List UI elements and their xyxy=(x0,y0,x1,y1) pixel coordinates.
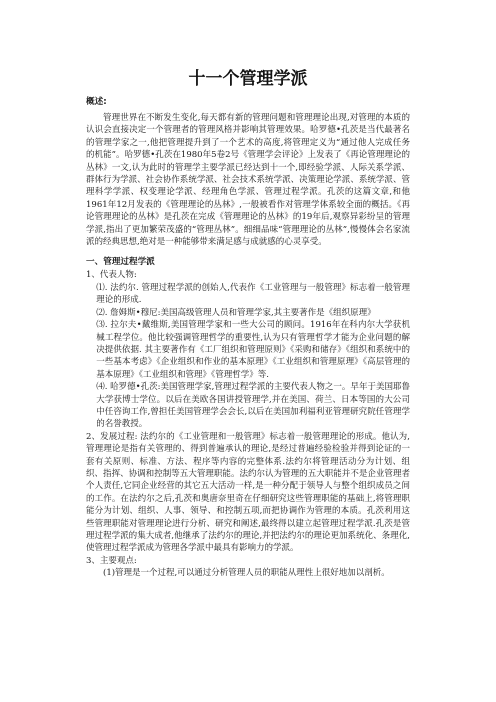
page-title: 十一个管理学派 xyxy=(188,69,308,89)
paragraph-mooney: ⑵. 詹姆斯•穆尼:美国高级管理人员和管理学家,其主要著作是《组织原理》 xyxy=(96,307,376,318)
paragraph-davis: ⑶. 拉尔夫•戴维斯,美国管理学家和一些大公司的顾问。1916年在科内尔大学获机械工程学位。他比较强调管理哲学的重要性,认为只有管理哲学才能为企业问题的解决提供依据. 其主要著作有《工厂组织和管理原则》《采购和储存》《组织和系统中的一些基本考虑》《企业组织和作业的基本原理》《工业组织和管理原理》《高层管理的基本原理》《工业组织和管理》《管理哲学》等. xyxy=(96,320,410,380)
paragraph-development: 2、发展过程: 法约尔的《工业管理和一般管理》标志着一般管理理论的形成。他认为,管理理论是指有关管理的、得到普遍承认的理论,是经过普遍经验检验并得到论证的一套有关原则、标准、方法、程序等内容的完整体系.法约尔将管理活动分为计划、组织、指挥、协调和控制等五大管理职能。法约尔认为管理的五大职能并不是企业管理者个人责任,它同企业经营的其它五大活动一样,是一种分配于领导人与整个组织成员之间的工作。在法约尔之后,孔茨和奥唐奈里奇在仔细研究这些管理职能的基础上,将管理职能分为计划、组织、人事、领导、和控制五项,而把协调作为管理的本质。孔茨利用这些管理职能对管理理论进行分析、研究和阐述,最终得以建立起管理过程学派.孔茨是管理过程学派的集大成者,他继承了法约尔的理论,并把法约尔的理论更加系统化、条理化,使管理过程学派成为管理各学派中最具有影响力的学派。 xyxy=(86,431,410,554)
section-heading: 一、管理过程学派 xyxy=(86,257,155,268)
paragraph-fayol: ⑴. 法约尔. 管理过程学派的创始人,代表作《工业管理与一般管理》标志着一般管理理论的形成. xyxy=(96,282,410,306)
overview-paragraph: 管理世界在不断发生变化,每天都有新的管理问题和管理理论出现,对管理的本质的认识会直接决定一个管理者的管理风格并影响其管理效果。哈罗德•孔茨是当代最著名的管理学家之一,他把管理提升到了一个艺术的高度,将管理定义为“通过他人完成任务的机能”。哈罗德•孔茨在1980年5卷2号《管理学会评论》上发表了《再论管理理论的丛林》一文,认为此时的管理学主要学派已经达到十一个,即经验学派、人际关系学派、群体行为学派、社会协作系统学派、社会技术系统学派、决策理论学派、系统学派、管理科学学派、权变理论学派、经理角色学派、管理过程学派。孔茨的这篇文章,和他1961年12月发表的《管理理论的丛林》,一般被看作对管理学体系较全面的概括。《再论管理理论的丛林》是孔茨在完成《管理理论的丛林》的19年后,观察异彩纷呈的管理学派,指出了更加繁荣茂盛的“管理丛林”。细细品味“管理理论的丛林”,慢慢体会名家流派的经典思想,绝对是一种能够带来满足感与成就感的心灵享受。 xyxy=(86,113,410,248)
list-item-main-views: 3、主要观点: xyxy=(86,555,137,566)
paragraph-view-1: (1)管理是一个过程,可以通过分析管理人员的职能从理性上很好地加以剖析。 xyxy=(103,568,390,579)
list-item-representatives: 1、代表人物: xyxy=(86,270,137,281)
paragraph-koontz: ⑷. 哈罗德•孔茨:美国管理学家,管理过程学派的主要代表人物之一。早年于美国耶鲁大学获博士学位。以后在美欧各国讲授管理学,并在美国、荷兰、日本等国的大公司中任咨询工作,曾担任美国管理学会会长,以后在美国加利福利亚管理研究院任管理学的名誉教授。 xyxy=(96,382,410,430)
overview-label: 概述: xyxy=(86,97,107,107)
